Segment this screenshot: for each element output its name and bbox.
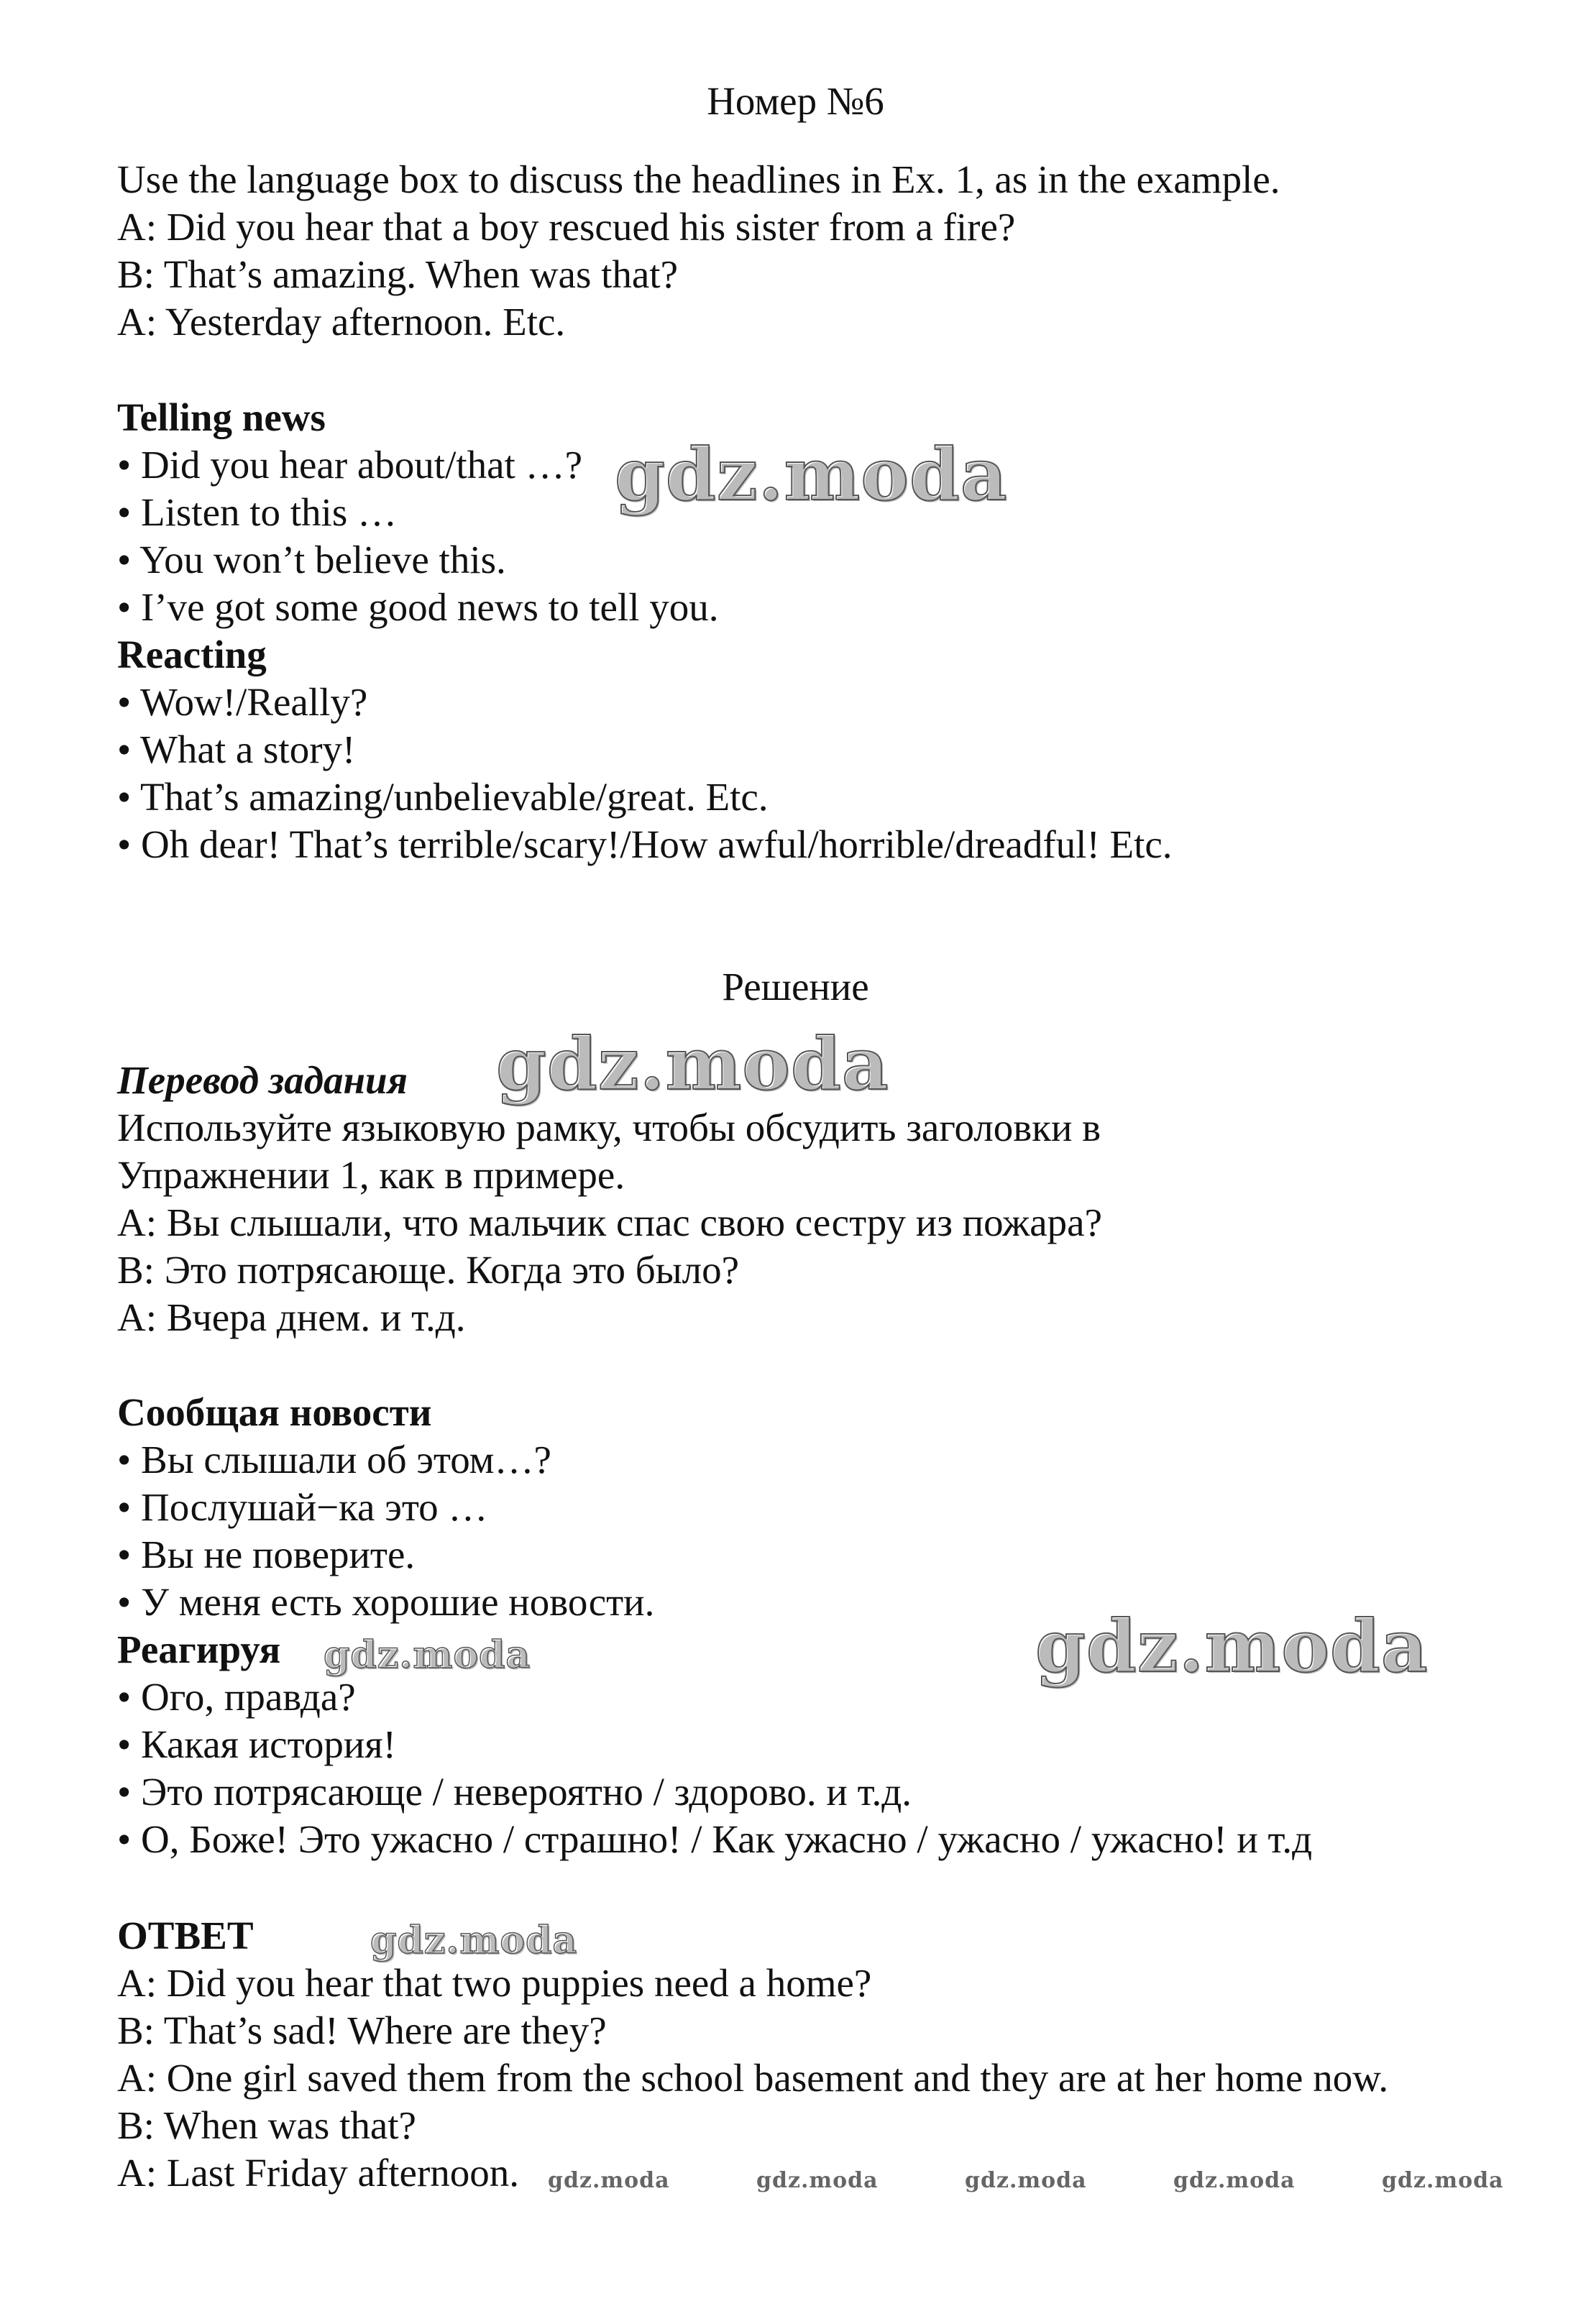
list-item: • Did you hear about/that …? bbox=[117, 443, 583, 487]
list-item: • Вы слышали об этом…? bbox=[117, 1438, 551, 1482]
answer-line: A: Last Friday afternoon. bbox=[117, 2151, 520, 2195]
list-item: • Wow!/Really? bbox=[117, 680, 368, 724]
watermark: gdz.moda bbox=[548, 2168, 670, 2193]
list-item: • I’ve got some good news to tell you. bbox=[117, 585, 719, 629]
watermark: gdz.moda bbox=[615, 432, 1008, 517]
translation-line: A: Вчера днем. и т.д. bbox=[117, 1295, 466, 1339]
list-item: • That’s amazing/unbelievable/great. Etc. bbox=[117, 775, 769, 819]
answer-line: B: That’s sad! Where are they? bbox=[117, 2008, 607, 2052]
answer-line: A: Did you hear that two puppies need a home? bbox=[117, 1961, 872, 2005]
answer-line: A: One girl saved them from the school basement and they are at her home now. bbox=[117, 2056, 1389, 2100]
list-item: • What a story! bbox=[117, 727, 356, 771]
watermark: gdz.moda bbox=[1035, 1604, 1429, 1689]
answer-line: B: When was that? bbox=[117, 2103, 416, 2147]
list-item: • Listen to this … bbox=[117, 490, 397, 534]
watermark: gdz.moda bbox=[496, 1021, 889, 1106]
watermark: gdz.moda bbox=[756, 2168, 879, 2193]
solution-title: Решение bbox=[722, 965, 869, 1009]
watermark: gdz.moda bbox=[965, 2168, 1087, 2193]
answer-heading: ОТВЕТ bbox=[117, 1914, 254, 1957]
list-item: • Ого, правда? bbox=[117, 1675, 356, 1719]
reacting-ru-heading: Реагируя bbox=[117, 1627, 281, 1671]
list-item: • О, Боже! Это ужасно / страшно! / Как ужасно / ужасно / ужасно! и т.д bbox=[117, 1817, 1313, 1861]
list-item: • У меня есть хорошие новости. bbox=[117, 1580, 655, 1624]
list-item: • Это потрясающе / невероятно / здорово. и т.д. bbox=[117, 1770, 912, 1814]
reacting-heading: Reacting bbox=[117, 633, 267, 676]
page-title: Номер №6 bbox=[707, 79, 884, 123]
example-line: B: That’s amazing. When was that? bbox=[117, 252, 678, 296]
list-item: • Какая история! bbox=[117, 1722, 396, 1766]
translation-line: A: Вы слышали, что мальчик спас свою сестру из пожара? bbox=[117, 1200, 1103, 1244]
list-item: • You won’t believe this. bbox=[117, 538, 506, 582]
translation-line: B: Это потрясающе. Когда это было? bbox=[117, 1248, 740, 1292]
list-item: • Вы не поверите. bbox=[117, 1533, 416, 1576]
task-instruction: Use the language box to discuss the headlines in Ex. 1, as in the example. bbox=[117, 157, 1280, 201]
list-item: • Послушай−ка это … bbox=[117, 1485, 488, 1529]
translation-line: Упражнении 1, как в примере. bbox=[117, 1153, 625, 1197]
telling-news-heading: Telling news bbox=[117, 395, 326, 439]
watermark: gdz.moda bbox=[324, 1633, 531, 1677]
watermark: gdz.moda bbox=[1382, 2168, 1504, 2193]
list-item: • Oh dear! That’s terrible/scary!/How awful/horrible/dreadful! Etc. bbox=[117, 822, 1173, 866]
telling-news-ru-heading: Сообщая новости bbox=[117, 1390, 432, 1434]
translation-line: Используйте языковую рамку, чтобы обсудить заголовки в bbox=[117, 1106, 1101, 1149]
watermark: gdz.moda bbox=[1173, 2168, 1296, 2193]
watermark: gdz.moda bbox=[370, 1919, 578, 1962]
translation-heading: Перевод задания bbox=[117, 1058, 408, 1102]
example-line: A: Did you hear that a boy rescued his sister from a fire? bbox=[117, 205, 1016, 249]
example-line: A: Yesterday afternoon. Etc. bbox=[117, 300, 566, 344]
